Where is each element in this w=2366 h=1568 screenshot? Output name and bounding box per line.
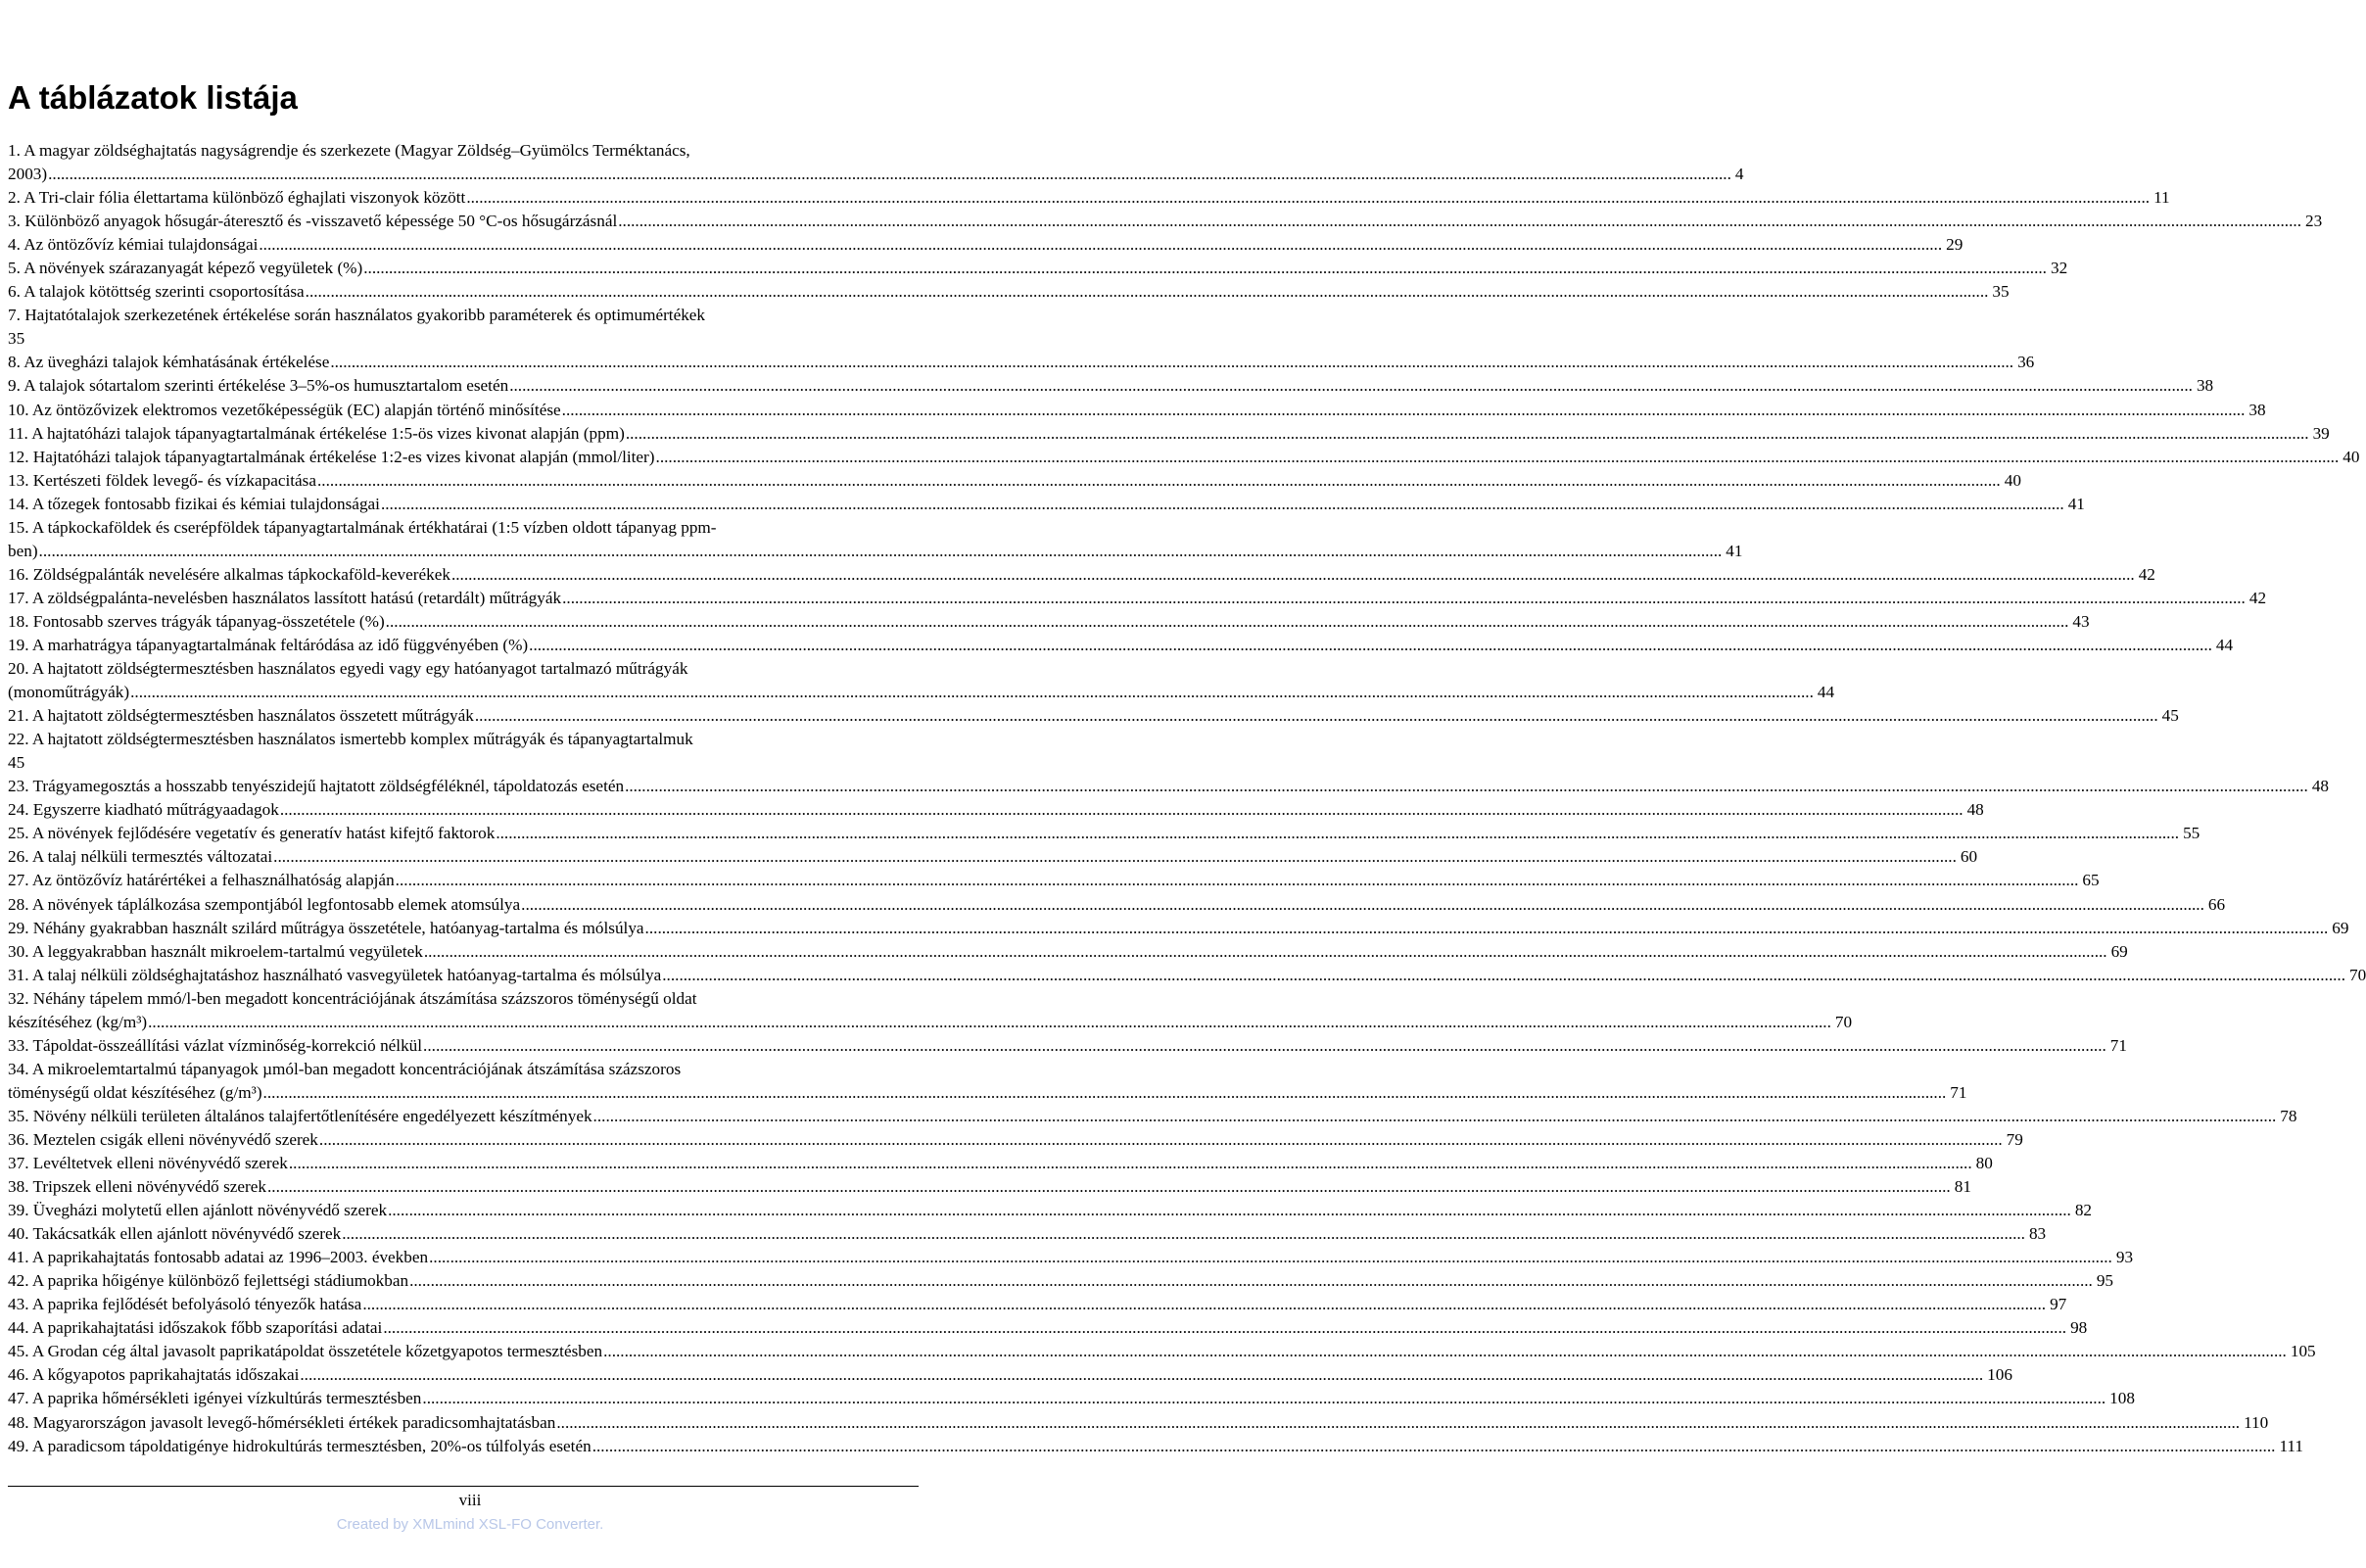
dot-leader: ................................................................................................................................................................................................................................................................................................................................................................................................................ xyxy=(383,1318,2067,1338)
toc-entry-title: 27. Az öntözővíz határértékei a felhasználhatóság alapján xyxy=(8,871,395,890)
toc-entry-title: 42. A paprika hőigénye különböző fejlettségi stádiumokban xyxy=(8,1271,409,1291)
dot-leader: ................................................................................................................................................................................................................................................................................................................................................................................................................ xyxy=(625,423,2309,443)
dot-leader: ................................................................................................................................................................................................................................................................................................................................................................................................................ xyxy=(362,1295,2047,1314)
creator-suffix: . xyxy=(599,1516,604,1533)
toc-entry-title: 12. Hajtatóházi talajok tápanyagtartalmának értékelése 1:2-es vizes kivonat alapján (mmol/liter) xyxy=(8,447,655,466)
toc-entry-title: 10. Az öntözővizek elektromos vezetőképességük (EC) alapján történő minősítése xyxy=(8,400,561,419)
dot-leader: ................................................................................................................................................................................................................................................................................................................................................................................................................ xyxy=(279,800,1964,820)
toc-entry[interactable] xyxy=(8,610,2090,634)
toc-page-number: 35 xyxy=(8,329,25,349)
toc-page-number: 45 xyxy=(8,753,25,773)
toc-page-number: 80 xyxy=(1975,1154,1993,1173)
dot-leader: ................................................................................................................................................................................................................................................................................................................................................................................................................ xyxy=(655,447,2340,466)
creator-note xyxy=(0,1516,940,1533)
page-title: A táblázatok listája xyxy=(8,79,298,116)
toc-entry[interactable] xyxy=(8,964,2366,987)
dot-leader: ................................................................................................................................................................................................................................................................................................................................................................................................................ xyxy=(148,1012,1831,1031)
toc-entry[interactable] xyxy=(8,798,1984,822)
dot-leader: ................................................................................................................................................................................................................................................................................................................................................................................................................ xyxy=(259,235,1943,255)
dot-leader: ................................................................................................................................................................................................................................................................................................................................................................................................................ xyxy=(474,706,2158,726)
toc-page-number: 69 xyxy=(2332,918,2349,937)
toc-page-number: 39 xyxy=(2312,423,2330,443)
toc-entry[interactable] xyxy=(8,940,2128,964)
dot-leader: ................................................................................................................................................................................................................................................................................................................................................................................................................ xyxy=(509,376,2193,396)
toc-page-number: 55 xyxy=(2183,824,2200,843)
creator-prefix: Created by xyxy=(336,1516,413,1533)
toc-entry[interactable] xyxy=(8,374,2214,398)
toc-entry[interactable] xyxy=(8,893,2226,917)
toc-entry-title: 33. Tápoldat-összeállítási vázlat vízminőség-korrekció nélkül xyxy=(8,1035,423,1055)
toc-page-number: 70 xyxy=(1834,1012,1853,1031)
dot-leader: ................................................................................................................................................................................................................................................................................................................................................................................................................ xyxy=(521,894,2204,914)
toc-entry[interactable] xyxy=(8,1411,2269,1435)
toc-entry[interactable] xyxy=(8,516,1743,563)
toc-page-number: 78 xyxy=(2280,1106,2297,1125)
dot-leader: ................................................................................................................................................................................................................................................................................................................................................................................................................ xyxy=(38,541,1723,560)
toc-page-number: 36 xyxy=(2017,353,2035,372)
toc-page-number: 44 xyxy=(2215,635,2234,654)
toc-page-number: 11 xyxy=(2153,188,2170,208)
toc-page-number: 4 xyxy=(1734,165,1744,184)
toc-entry-title: 9. A talajok sótartalom szerinti értékelése 3–5%-os humusztartalom esetén xyxy=(8,376,509,396)
toc-entry[interactable] xyxy=(8,280,2010,304)
toc-entry[interactable] xyxy=(8,422,2330,446)
toc-entry[interactable] xyxy=(8,728,828,775)
dot-leader: ................................................................................................................................................................................................................................................................................................................................................................................................................ xyxy=(529,635,2212,654)
toc-entry[interactable] xyxy=(8,493,2085,516)
toc-entry[interactable] xyxy=(8,469,2021,493)
toc-entry-title: 45. A Grodan cég által javasolt paprikatápoldat összetétele kőzetgyapotos termesztésben xyxy=(8,1342,603,1361)
dot-leader: ................................................................................................................................................................................................................................................................................................................................................................................................................ xyxy=(662,965,2345,984)
toc-entry-title: 35. Növény nélküli területen általános talajfertőtlenítésére engedélyezett készítmények xyxy=(8,1106,592,1125)
toc-entry-title: 11. A hajtatóházi talajok tápanyagtartalmának értékelése 1:5-ös vizes kivonat alapján (ppm) xyxy=(8,423,625,443)
dot-leader: ................................................................................................................................................................................................................................................................................................................................................................................................................ xyxy=(562,588,2246,607)
dot-leader: ................................................................................................................................................................................................................................................................................................................................................................................................................ xyxy=(603,1342,2287,1361)
toc-entry[interactable] xyxy=(8,1316,2088,1340)
toc-entry[interactable] xyxy=(8,1105,2297,1128)
toc-entry[interactable] xyxy=(8,917,2349,940)
toc-entry-title: 39. Üvegházi molytetű ellen ajánlott növényvédő szerek xyxy=(8,1201,388,1220)
dot-leader: ................................................................................................................................................................................................................................................................................................................................................................................................................ xyxy=(330,353,2014,372)
dot-leader: ................................................................................................................................................................................................................................................................................................................................................................................................................ xyxy=(422,1389,2106,1408)
toc-entry[interactable] xyxy=(8,845,1978,869)
toc-entry-title: 47. A paprika hőmérsékleti igényei vízkultúrás termesztésben xyxy=(8,1389,422,1408)
toc-entry[interactable] xyxy=(8,775,2330,798)
toc-entry-title: töménységű oldat készítéséhez (g/m³) xyxy=(8,1082,262,1102)
toc-entry-title: 37. Levéltetvek elleni növényvédő szerek xyxy=(8,1154,288,1173)
dot-leader: ................................................................................................................................................................................................................................................................................................................................................................................................................ xyxy=(266,1177,1951,1197)
toc-entry-title: 41. A paprikahajtatás fontosabb adatai az 1996–2003. években xyxy=(8,1248,429,1267)
toc-page-number: 41 xyxy=(2067,494,2085,513)
toc-entry[interactable] xyxy=(8,822,2200,845)
dot-leader: ................................................................................................................................................................................................................................................................................................................................................................................................................ xyxy=(618,212,2301,231)
dot-leader: ................................................................................................................................................................................................................................................................................................................................................................................................................ xyxy=(342,1224,2025,1244)
toc-page-number: 60 xyxy=(1960,847,1978,867)
dot-leader: ................................................................................................................................................................................................................................................................................................................................................................................................................ xyxy=(423,1035,2106,1055)
toc-entry-title: 23. Trágyamegosztás a hosszabb tenyészidejű hajtatott zöldségféléknél, tápoldatozás esetén xyxy=(8,777,625,796)
toc-entry[interactable] xyxy=(8,351,2035,374)
toc-entry[interactable] xyxy=(8,1199,2093,1222)
footer-divider xyxy=(8,1486,919,1487)
toc-entry-title: 5. A növények szárazanyagát képező vegyületek (%) xyxy=(8,259,363,278)
toc-entry-title: 48. Magyarországon javasolt levegő-hőmérsékleti értékek paradicsomhajtatásban xyxy=(8,1412,556,1432)
toc-entry-title: 17. A zöldségpalánta-nevelésben használatos lassított hatású (retardált) műtrágyák xyxy=(8,588,562,607)
dot-leader: ................................................................................................................................................................................................................................................................................................................................................................................................................ xyxy=(288,1154,1972,1173)
toc-entry-title: 4. Az öntözővíz kémiai tulajdonságai xyxy=(8,235,259,255)
dot-leader: ................................................................................................................................................................................................................................................................................................................................................................................................................ xyxy=(592,1106,2277,1125)
toc-entry[interactable] xyxy=(8,1340,2316,1363)
toc-entry[interactable] xyxy=(8,1269,2114,1293)
toc-entry-line: 7. Hajtatótalajok szerkezetének értékelése során használatos gyakoribb paraméterek és optimumértékek xyxy=(8,306,706,325)
toc-entry-title: 26. A talaj nélküli termesztés változatai xyxy=(8,847,273,867)
toc-entry[interactable] xyxy=(8,657,1835,704)
toc-page-number: 38 xyxy=(2248,400,2266,419)
toc-entry[interactable] xyxy=(8,210,2323,233)
dot-leader: ................................................................................................................................................................................................................................................................................................................................................................................................................ xyxy=(388,1201,2071,1220)
toc-page-number: 38 xyxy=(2196,376,2214,396)
toc-page-number: 43 xyxy=(2072,611,2090,631)
toc-entry-title: 25. A növények fejlődésére vegetatív és generatív hatást kifejtő faktorok xyxy=(8,824,496,843)
toc-entry-title: 36. Meztelen csigák elleni növényvédő szerek xyxy=(8,1129,318,1149)
toc-page-number: 40 xyxy=(2342,447,2360,466)
toc-page-number: 83 xyxy=(2028,1224,2047,1244)
toc-page-number: 69 xyxy=(2110,941,2128,961)
toc-entry[interactable] xyxy=(8,869,2100,892)
toc-entry[interactable] xyxy=(8,1034,2127,1058)
toc-entry-title: 19. A marhatrágya tápanyagtartalmának feltáródása az idő függvényében (%) xyxy=(8,635,529,654)
toc-entry[interactable] xyxy=(8,987,1853,1034)
dot-leader: ................................................................................................................................................................................................................................................................................................................................................................................................................ xyxy=(466,188,2151,208)
dot-leader: ................................................................................................................................................................................................................................................................................................................................................................................................................ xyxy=(318,1129,2003,1149)
toc-page-number: 111 xyxy=(2279,1436,2303,1455)
toc-page-number: 42 xyxy=(2248,588,2267,607)
toc-entry-title: 16. Zöldségpalánták nevelésére alkalmas tápkockaföld-keverékek xyxy=(8,564,450,584)
toc-entry[interactable] xyxy=(8,1058,1967,1105)
toc-page-number: 82 xyxy=(2074,1201,2093,1220)
toc-entry[interactable] xyxy=(8,446,2360,469)
toc-page-number: 40 xyxy=(2004,470,2021,490)
toc-entry-title: 30. A leggyakrabban használt mikroelem-tartalmú vegyületek xyxy=(8,941,423,961)
toc-page-number: 97 xyxy=(2050,1295,2067,1314)
toc-page-number: 106 xyxy=(1987,1365,2012,1385)
toc-entry-title: ben) xyxy=(8,541,38,560)
toc-entry-title: 31. A talaj nélküli zöldséghajtatáshoz használható vasvegyületek hatóanyag-tartalma és mólsúlya xyxy=(8,965,662,984)
toc-page-number: 81 xyxy=(1954,1177,1971,1197)
toc-page-number: 95 xyxy=(2096,1271,2114,1291)
creator-link[interactable]: XMLmind XSL-FO Converter xyxy=(412,1516,600,1533)
toc-entry[interactable] xyxy=(8,399,2266,422)
toc-entry-line: 32. Néhány tápelem mmó/l-ben megadott koncentrációjának átszámítása százszoros töménységű oldat xyxy=(8,988,697,1008)
toc-entry-title: 40. Takácsatkák ellen ajánlott növényvédő szerek xyxy=(8,1224,342,1244)
toc-entry[interactable] xyxy=(8,1152,1993,1175)
toc-entry[interactable] xyxy=(8,634,2234,657)
toc-entry[interactable] xyxy=(8,186,2170,210)
dot-leader: ................................................................................................................................................................................................................................................................................................................................................................................................................ xyxy=(625,777,2308,796)
toc-entry[interactable] xyxy=(8,1387,2135,1410)
toc-entry[interactable] xyxy=(8,1246,2134,1269)
toc-page-number: 48 xyxy=(1966,800,1984,820)
toc-entry-title: 43. A paprika fejlődését befolyásoló tényezők hatása xyxy=(8,1295,362,1314)
toc-entry-title: (monoműtrágyák) xyxy=(8,683,130,702)
toc-entry-title: 21. A hajtatott zöldségtermesztésben használatos összetett műtrágyák xyxy=(8,706,474,726)
dot-leader: ................................................................................................................................................................................................................................................................................................................................................................................................................ xyxy=(262,1082,1947,1102)
toc-entry[interactable] xyxy=(8,587,2267,610)
toc-page-number: 70 xyxy=(2349,965,2366,984)
toc-entry-line: 34. A mikroelemtartalmú tápanyagok µmól-ban megadott koncentrációjának átszámítása százszoros xyxy=(8,1059,682,1078)
toc-page-number: 71 xyxy=(2109,1035,2127,1055)
toc-page-number: 65 xyxy=(2082,871,2100,890)
toc-entry[interactable] xyxy=(8,563,2155,587)
toc-entry[interactable] xyxy=(8,257,2068,280)
toc-entry-title: 2003) xyxy=(8,165,48,184)
toc-page-number: 71 xyxy=(1950,1082,1967,1102)
toc-entry-title: 14. A tőzegek fontosabb fizikai és kémiai tulajdonságai xyxy=(8,494,380,513)
dot-leader: ................................................................................................................................................................................................................................................................................................................................................................................................................ xyxy=(423,941,2107,961)
dot-leader: ................................................................................................................................................................................................................................................................................................................................................................................................................ xyxy=(316,470,2001,490)
toc-entry-title: 18. Fontosabb szerves trágyák tápanyag-összetétele (%) xyxy=(8,611,385,631)
toc-entry-title: 29. Néhány gyakrabban használt szilárd műtrágya összetétele, hatóanyag-tartalma és mólsúlya xyxy=(8,918,644,937)
toc-entry[interactable] xyxy=(8,139,1744,186)
toc-page-number: 48 xyxy=(2311,777,2330,796)
toc-entry[interactable] xyxy=(8,1175,1971,1199)
toc-entry-line: 1. A magyar zöldséghajtatás nagyságrendje és szerkezete (Magyar Zöldség–Gyümölcs Terméktanács, xyxy=(8,141,690,160)
dot-leader: ................................................................................................................................................................................................................................................................................................................................................................................................................ xyxy=(300,1365,1984,1385)
toc-page-number: 29 xyxy=(1946,235,1964,255)
toc-page-number: 110 xyxy=(2244,1412,2269,1432)
dot-leader: ................................................................................................................................................................................................................................................................................................................................................................................................................ xyxy=(496,824,2180,843)
dot-leader: ................................................................................................................................................................................................................................................................................................................................................................................................................ xyxy=(429,1248,2112,1267)
toc-entry-line: 22. A hajtatott zöldségtermesztésben használatos ismertebb komplex műtrágyák és tápanyagtartalmuk xyxy=(8,730,693,749)
dot-leader: ................................................................................................................................................................................................................................................................................................................................................................................................................ xyxy=(363,259,2047,278)
toc-entry-title: 24. Egyszerre kiadható műtrágyaadagok xyxy=(8,800,279,820)
toc-entry[interactable] xyxy=(8,1293,2067,1316)
toc-page-number: 41 xyxy=(1726,541,1743,560)
toc-entry[interactable] xyxy=(8,1435,2303,1458)
toc-page-number: 66 xyxy=(2207,894,2226,914)
dot-leader: ................................................................................................................................................................................................................................................................................................................................................................................................................ xyxy=(385,611,2069,631)
toc-entry-title: 46. A kőgyapotos paprikahajtatás időszakai xyxy=(8,1365,300,1385)
toc-entry-title: 2. A Tri-clair fólia élettartama különböző éghajlati viszonyok között xyxy=(8,188,466,208)
toc-entry-title: 13. Kertészeti földek levegő- és vízkapacitása xyxy=(8,470,316,490)
toc-entry-title: 49. A paradicsom tápoldatigénye hidrokultúrás termesztésben, 20%-os túlfolyás esetén xyxy=(8,1436,592,1455)
dot-leader: ................................................................................................................................................................................................................................................................................................................................................................................................................ xyxy=(395,871,2079,890)
dot-leader: ................................................................................................................................................................................................................................................................................................................................................................................................................ xyxy=(48,165,1731,184)
toc-entry-title: 3. Különböző anyagok hősugár-áteresztő és -visszavető képessége 50 °C-os hősugárzásnál xyxy=(8,212,618,231)
toc-entry-line: 15. A tápkockaföldek és cserépföldek tápanyagtartalmának értékhatárai (1:5 vízben oldott tápanyag ppm- xyxy=(8,517,717,537)
toc-page-number: 108 xyxy=(2109,1389,2135,1408)
dot-leader: ................................................................................................................................................................................................................................................................................................................................................................................................................ xyxy=(305,282,1989,302)
page-number: viii xyxy=(458,1491,482,1509)
dot-leader: ................................................................................................................................................................................................................................................................................................................................................................................................................ xyxy=(556,1412,2241,1432)
table-of-contents xyxy=(8,139,2366,1458)
dot-leader: ................................................................................................................................................................................................................................................................................................................................................................................................................ xyxy=(561,400,2246,419)
dot-leader: ................................................................................................................................................................................................................................................................................................................................................................................................................ xyxy=(409,1271,2093,1291)
toc-page-number: 35 xyxy=(1992,282,2010,302)
toc-page-number: 105 xyxy=(2290,1342,2316,1361)
toc-entry[interactable] xyxy=(8,304,828,351)
toc-page-number: 42 xyxy=(2138,564,2155,584)
toc-entry-title: 8. Az üvegházi talajok kémhatásának értékelése xyxy=(8,353,330,372)
toc-page-number: 79 xyxy=(2006,1129,2023,1149)
toc-page-number: 44 xyxy=(1817,683,1835,702)
toc-page-number: 98 xyxy=(2070,1318,2088,1338)
toc-entry[interactable] xyxy=(8,233,1964,257)
toc-entry[interactable] xyxy=(8,1363,2012,1387)
toc-entry[interactable] xyxy=(8,1222,2047,1246)
toc-entry-title: 44. A paprikahajtatási időszakok főbb szaporítási adatai xyxy=(8,1318,383,1338)
toc-entry-title: 28. A növények táplálkozása szempontjából legfontosabb elemek atomsúlya xyxy=(8,894,521,914)
toc-page-number: 32 xyxy=(2050,259,2068,278)
dot-leader: ................................................................................................................................................................................................................................................................................................................................................................................................................ xyxy=(644,918,2329,937)
dot-leader: ................................................................................................................................................................................................................................................................................................................................................................................................................ xyxy=(592,1436,2276,1455)
toc-entry[interactable] xyxy=(8,704,2179,728)
dot-leader: ................................................................................................................................................................................................................................................................................................................................................................................................................ xyxy=(273,847,1957,867)
toc-entry[interactable] xyxy=(8,1128,2023,1152)
toc-page-number: 45 xyxy=(2161,706,2179,726)
dot-leader: ................................................................................................................................................................................................................................................................................................................................................................................................................ xyxy=(450,564,2135,584)
toc-entry-title: 38. Tripszek elleni növényvédő szerek xyxy=(8,1177,266,1197)
dot-leader: ................................................................................................................................................................................................................................................................................................................................................................................................................ xyxy=(380,494,2064,513)
toc-page-number: 23 xyxy=(2304,212,2323,231)
toc-page-number: 93 xyxy=(2115,1248,2134,1267)
toc-entry-line: 20. A hajtatott zöldségtermesztésben használatos egyedi vagy egy hatóanyagot tartalmazó műtrágyák xyxy=(8,659,688,679)
toc-entry-title: készítéséhez (kg/m³) xyxy=(8,1012,148,1031)
toc-entry-title: 6. A talajok kötöttség szerinti csoportosítása xyxy=(8,282,305,302)
dot-leader: ................................................................................................................................................................................................................................................................................................................................................................................................................ xyxy=(130,683,1814,702)
